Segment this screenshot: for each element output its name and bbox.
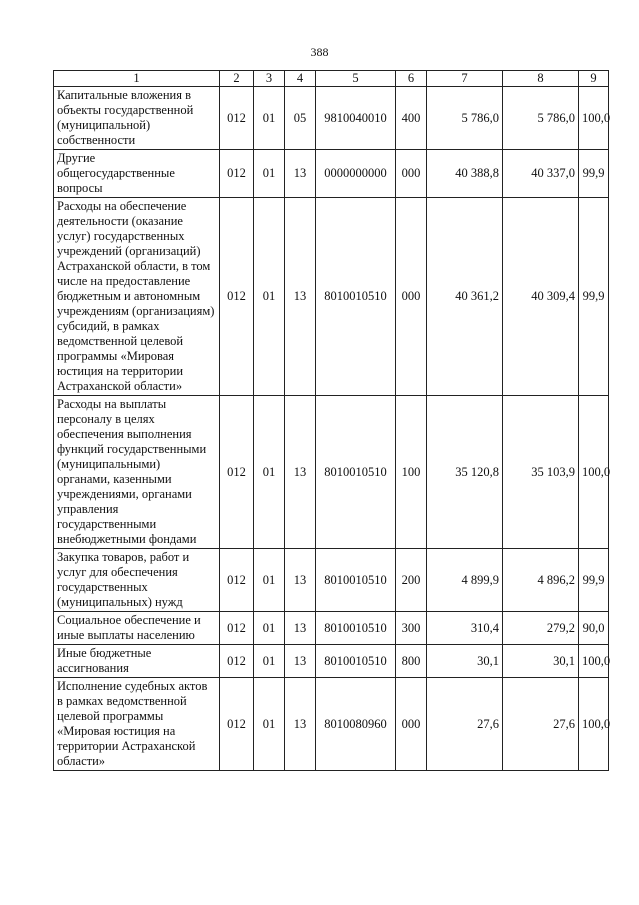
cell-executed: 35 103,9 xyxy=(503,396,579,549)
table-row xyxy=(54,678,609,771)
row-name: Закупка товаров, работ и услуг для обеспечения государственных (муниципальных) нужд xyxy=(54,549,220,612)
row-name: Расходы на выплаты персоналу в целях обеспечения выполнения функций государственными (муниципальными) органами, казенными учреждениями, органами управления государственными внебюджетными фондами xyxy=(54,396,220,549)
table-header-row xyxy=(54,71,609,87)
cell-target-item: 9810040010 xyxy=(316,87,396,150)
row-name: Расходы на обеспечение деятельности (оказание услуг) государственных учреждений (организаций) Астраханской области, в том числе на предоставление бюджетным и автономным учреждениям (организациям) субсидий, в рамках ведомственной целевой программы «Мировая юстиция на территории Астраханской области» xyxy=(54,198,220,396)
cell-admin-code: 012 xyxy=(220,645,254,678)
cell-executed: 5 786,0 xyxy=(503,87,579,150)
cell-subsection: 05 xyxy=(285,87,316,150)
cell-percent: 90,0 xyxy=(579,612,609,645)
cell-admin-code: 012 xyxy=(220,549,254,612)
cell-planned: 310,4 xyxy=(427,612,503,645)
cell-executed: 27,6 xyxy=(503,678,579,771)
column-header: 2 xyxy=(220,71,254,87)
cell-target-item: 8010010510 xyxy=(316,549,396,612)
cell-admin-code: 012 xyxy=(220,396,254,549)
row-name: Капитальные вложения в объекты государственной (муниципальной) собственности xyxy=(54,87,220,150)
cell-target-item: 8010010510 xyxy=(316,645,396,678)
cell-expense-type: 200 xyxy=(396,549,427,612)
cell-section: 01 xyxy=(254,612,285,645)
cell-subsection: 13 xyxy=(285,396,316,549)
column-header: 5 xyxy=(316,71,396,87)
cell-section: 01 xyxy=(254,198,285,396)
column-header: 3 xyxy=(254,71,285,87)
cell-subsection: 13 xyxy=(285,150,316,198)
cell-executed: 279,2 xyxy=(503,612,579,645)
cell-planned: 40 388,8 xyxy=(427,150,503,198)
cell-admin-code: 012 xyxy=(220,87,254,150)
row-name: Иные бюджетные ассигнования xyxy=(54,645,220,678)
budget-table xyxy=(53,70,609,771)
cell-admin-code: 012 xyxy=(220,198,254,396)
column-header: 6 xyxy=(396,71,427,87)
cell-section: 01 xyxy=(254,678,285,771)
cell-subsection: 13 xyxy=(285,678,316,771)
cell-target-item: 8010080960 xyxy=(316,678,396,771)
cell-executed: 40 309,4 xyxy=(503,198,579,396)
cell-admin-code: 012 xyxy=(220,678,254,771)
cell-percent: 100,0 xyxy=(579,678,609,771)
cell-subsection: 13 xyxy=(285,198,316,396)
cell-planned: 27,6 xyxy=(427,678,503,771)
cell-percent: 99,9 xyxy=(579,198,609,396)
cell-admin-code: 012 xyxy=(220,150,254,198)
cell-percent: 100,0 xyxy=(579,87,609,150)
page-number: 388 xyxy=(310,45,329,59)
cell-target-item: 8010010510 xyxy=(316,198,396,396)
column-header: 9 xyxy=(579,71,609,87)
table-row xyxy=(54,612,609,645)
cell-target-item: 8010010510 xyxy=(316,612,396,645)
row-name: Исполнение судебных актов в рамках ведомственной целевой программы «Мировая юстиция на территории Астраханской области» xyxy=(54,678,220,771)
cell-planned: 30,1 xyxy=(427,645,503,678)
cell-subsection: 13 xyxy=(285,549,316,612)
cell-subsection: 13 xyxy=(285,612,316,645)
cell-expense-type: 000 xyxy=(396,150,427,198)
cell-target-item: 8010010510 xyxy=(316,396,396,549)
cell-executed: 30,1 xyxy=(503,645,579,678)
cell-expense-type: 100 xyxy=(396,396,427,549)
cell-percent: 100,0 xyxy=(579,396,609,549)
cell-planned: 35 120,8 xyxy=(427,396,503,549)
cell-subsection: 13 xyxy=(285,645,316,678)
cell-executed: 40 337,0 xyxy=(503,150,579,198)
table-row xyxy=(54,549,609,612)
cell-target-item: 0000000000 xyxy=(316,150,396,198)
cell-section: 01 xyxy=(254,549,285,612)
cell-planned: 40 361,2 xyxy=(427,198,503,396)
cell-section: 01 xyxy=(254,396,285,549)
row-name: Социальное обеспечение и иные выплаты населению xyxy=(54,612,220,645)
table-row xyxy=(54,645,609,678)
column-header: 8 xyxy=(503,71,579,87)
cell-planned: 5 786,0 xyxy=(427,87,503,150)
cell-planned: 4 899,9 xyxy=(427,549,503,612)
cell-expense-type: 400 xyxy=(396,87,427,150)
cell-executed: 4 896,2 xyxy=(503,549,579,612)
column-header: 4 xyxy=(285,71,316,87)
cell-percent: 100,0 xyxy=(579,645,609,678)
cell-section: 01 xyxy=(254,150,285,198)
cell-expense-type: 000 xyxy=(396,678,427,771)
row-name: Другие общегосударственные вопросы xyxy=(54,150,220,198)
cell-section: 01 xyxy=(254,645,285,678)
cell-percent: 99,9 xyxy=(579,150,609,198)
table-row xyxy=(54,150,609,198)
cell-expense-type: 000 xyxy=(396,198,427,396)
column-header: 7 xyxy=(427,71,503,87)
table-row xyxy=(54,198,609,396)
cell-expense-type: 800 xyxy=(396,645,427,678)
cell-admin-code: 012 xyxy=(220,612,254,645)
cell-section: 01 xyxy=(254,87,285,150)
cell-expense-type: 300 xyxy=(396,612,427,645)
column-header: 1 xyxy=(54,71,220,87)
table-row xyxy=(54,396,609,549)
table-row xyxy=(54,87,609,150)
cell-percent: 99,9 xyxy=(579,549,609,612)
